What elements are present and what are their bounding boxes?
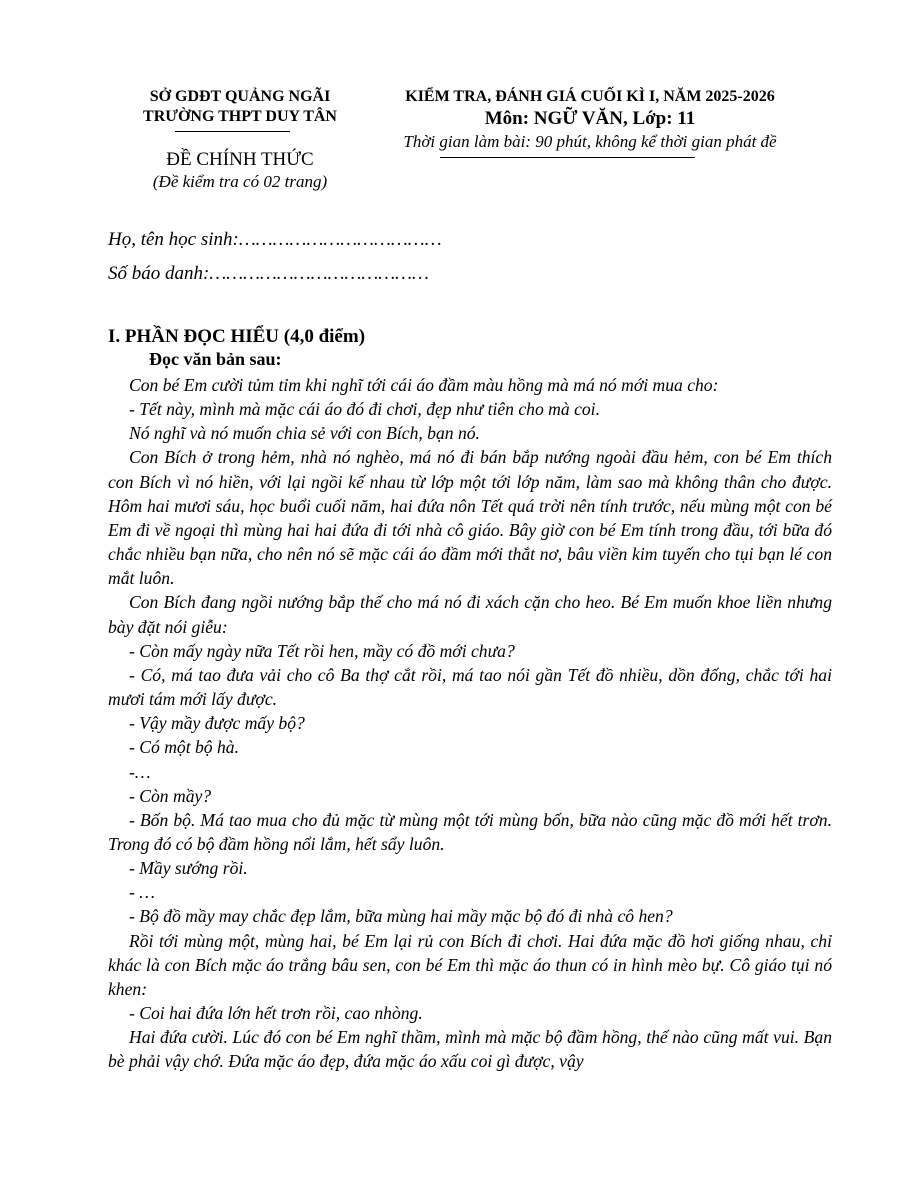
passage-paragraph: -… bbox=[129, 761, 151, 782]
page-count-note: (Đề kiểm tra có 02 trang) bbox=[152, 172, 328, 191]
exam-title: KIỂM TRA, ĐÁNH GIÁ CUỐI KÌ I, NĂM 2025-2026 bbox=[405, 88, 775, 105]
passage-paragraph: - … bbox=[129, 882, 155, 903]
school-header bbox=[100, 87, 380, 193]
reading-instruction: Đọc văn bản sau: bbox=[149, 349, 282, 369]
department-name: SỞ GDĐT QUẢNG NGÃI bbox=[149, 88, 331, 105]
reading-passage bbox=[108, 373, 832, 1074]
passage-paragraph: - Tết này, mình mà mặc cái áo đó đi chơi, đẹp như tiên cho mà coi. bbox=[129, 399, 600, 420]
passage-paragraph: - Còn mầy? bbox=[129, 785, 212, 806]
passage-paragraph: Nó nghĩ và nó muốn chia sẻ với con Bích, bạn nó. bbox=[129, 423, 480, 444]
student-id-line: Số báo danh:………………………………… bbox=[108, 263, 429, 284]
official-label: ĐỀ CHÍNH THỨC bbox=[166, 149, 314, 170]
passage-paragraph: Con Bích đang ngồi nướng bắp thế cho má nó đi xách cặn cho heo. Bé Em muốn khoe liền nhưng bày đặt nói giễu: bbox=[108, 592, 832, 637]
subject-line: Môn: NGỮ VĂN, Lớp: 11 bbox=[484, 108, 696, 129]
student-name-line: Họ, tên học sinh:……………………………… bbox=[108, 229, 442, 250]
passage-paragraph: - Có, má tao đưa vải cho cô Ba thợ cắt rồi, má tao nói gần Tết đồ nhiều, dồn đống, chắc tới hai mươi tám mới lấy được. bbox=[108, 664, 832, 710]
passage-paragraph: - Vậy mầy được mấy bộ? bbox=[129, 713, 305, 734]
subject-underline bbox=[440, 157, 695, 158]
passage-paragraph: - Bộ đồ mầy may chắc đẹp lắm, bữa mùng hai mầy mặc bộ đó đi nhà cô hen? bbox=[129, 906, 673, 927]
passage-paragraph: Rồi tới mùng một, mùng hai, bé Em lại rủ con Bích đi chơi. Hai đứa mặc đồ hơi giống nhau, chỉ khác là con Bích mặc áo trắng bâu sen, con bé Em thì mặc áo thun có in hình mèo bự. Cô giáo tụi nó khen: bbox=[108, 930, 832, 999]
passage-paragraph: Hai đứa cười. Lúc đó con bé Em nghĩ thầm, mình mà mặc bộ đầm hồng, thế nào cũng mất vui. Bạn bè phải vậy chớ. Đứa mặc áo đẹp, đứa mặc áo xấu coi gì được, vậy bbox=[108, 1027, 832, 1072]
time-line: Thời gian làm bài: 90 phút, không kể thời gian phát đề bbox=[403, 132, 777, 151]
passage-paragraph: - Bốn bộ. Má tao mua cho đủ mặc từ mùng một tới mùng bốn, bữa nào cũng mặc đồ mới hết trơn. Trong đó có bộ đầm hồng nổi lắm, hết sẩy luôn. bbox=[108, 809, 832, 854]
passage-paragraph: Con Bích ở trong hẻm, nhà nó nghèo, má nó đi bán bắp nướng ngoài đầu hẻm, con bé Em thích con Bích vì nó hiền, với lại ngồi kế nhau từ lớp một tới lớp năm, làm sao mà không thân cho được. Hôm hai mươi sáu, học buổi cuối năm, hai đứa nôn Tết quá trời nên tính trước, nếu mùng một con bé Em đi về ngoại thì mùng hai hai đứa đi tới nhà cô giáo. Bây giờ con bé Em tính trong đầu, tới bữa đó chắc nhiều bạn nữa, cho nên nó sẽ mặc cái áo đầm mới thắt nơ, bâu viền kim tuyến cho tụi bạn lé con mắt luôn. bbox=[108, 447, 832, 589]
passage-paragraph: - Mầy sướng rồi. bbox=[129, 858, 248, 879]
exam-header bbox=[355, 87, 825, 153]
section-title: I. PHẦN ĐỌC HIỂU (4,0 điểm) bbox=[108, 326, 366, 347]
school-underline bbox=[175, 131, 290, 132]
passage-paragraph: - Coi hai đứa lớn hết trơn rồi, cao nhòng. bbox=[129, 1003, 423, 1024]
passage-paragraph: - Có một bộ hà. bbox=[129, 737, 239, 758]
school-name: TRƯỜNG THPT DUY TÂN bbox=[143, 108, 337, 125]
passage-paragraph: Con bé Em cười tủm tỉm khi nghĩ tới cái áo đầm màu hồng mà má nó mới mua cho: bbox=[129, 375, 719, 395]
passage-paragraph: - Còn mấy ngày nữa Tết rồi hen, mầy có đồ mới chưa? bbox=[129, 640, 515, 661]
